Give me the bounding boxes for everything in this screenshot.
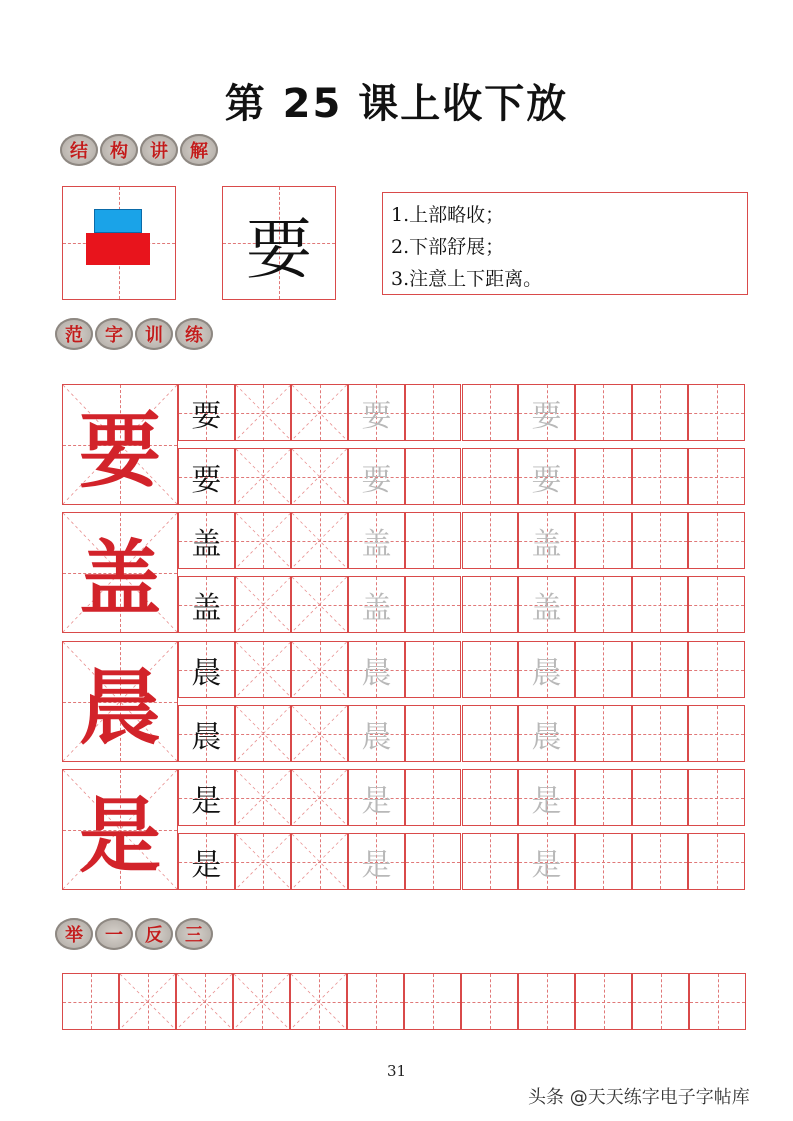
extend-cell bbox=[632, 973, 689, 1030]
practice-char: 是 bbox=[191, 783, 222, 819]
practice-cell bbox=[518, 641, 575, 698]
practice-cell bbox=[348, 448, 405, 505]
practice-char: 是 bbox=[191, 847, 222, 883]
practice-cell bbox=[405, 448, 462, 505]
practice-cell bbox=[178, 384, 235, 441]
practice-char: 晨 bbox=[361, 719, 392, 755]
extend-cell bbox=[404, 973, 461, 1030]
practice-char: 晨 bbox=[531, 655, 562, 691]
practice-cell bbox=[575, 641, 632, 698]
practice-cell bbox=[235, 769, 292, 826]
practice-cell bbox=[291, 384, 348, 441]
practice-char: 要 bbox=[531, 398, 562, 434]
practice-cell bbox=[688, 512, 745, 569]
practice-cell bbox=[178, 833, 235, 890]
practice-cell bbox=[405, 576, 462, 633]
practice-cell bbox=[688, 576, 745, 633]
practice-cell bbox=[518, 769, 575, 826]
practice-cell bbox=[235, 384, 292, 441]
practice-cell bbox=[405, 769, 462, 826]
practice-char: 要 bbox=[191, 462, 222, 498]
model-char: 要 bbox=[78, 403, 161, 499]
example-char-cell bbox=[222, 186, 336, 300]
example-char: 要 bbox=[246, 210, 312, 288]
practice-char: 要 bbox=[361, 398, 392, 434]
extend-cell bbox=[290, 973, 347, 1030]
practice-char: 晨 bbox=[361, 655, 392, 691]
practice-cell bbox=[632, 384, 689, 441]
practice-cell bbox=[575, 833, 632, 890]
practice-cell bbox=[348, 705, 405, 762]
extend-cell bbox=[518, 973, 575, 1030]
practice-cell bbox=[575, 576, 632, 633]
practice-cell bbox=[518, 576, 575, 633]
practice-cell bbox=[518, 448, 575, 505]
extend-cell bbox=[233, 973, 290, 1030]
practice-cell bbox=[291, 641, 348, 698]
practice-cell bbox=[405, 705, 462, 762]
page-number: 31 bbox=[386, 1062, 407, 1080]
practice-cell bbox=[462, 576, 519, 633]
practice-cell bbox=[632, 641, 689, 698]
section-practice-badge bbox=[55, 318, 213, 350]
practice-cell bbox=[405, 641, 462, 698]
practice-cell bbox=[462, 769, 519, 826]
badge-char: 一 bbox=[95, 918, 133, 950]
badge-char: 结 bbox=[60, 134, 98, 166]
practice-cell bbox=[632, 705, 689, 762]
practice-cell bbox=[575, 769, 632, 826]
practice-char: 盖 bbox=[361, 590, 392, 626]
extend-cell bbox=[176, 973, 233, 1030]
practice-cell bbox=[462, 705, 519, 762]
badge-char: 解 bbox=[180, 134, 218, 166]
badge-char: 练 bbox=[175, 318, 213, 350]
practice-cell bbox=[178, 512, 235, 569]
practice-cell bbox=[235, 448, 292, 505]
practice-char: 盖 bbox=[531, 526, 562, 562]
practice-cell bbox=[291, 448, 348, 505]
practice-cell bbox=[462, 641, 519, 698]
practice-cell bbox=[688, 384, 745, 441]
practice-cell bbox=[348, 833, 405, 890]
practice-cell bbox=[632, 448, 689, 505]
model-char-cell bbox=[62, 769, 178, 890]
badge-char: 字 bbox=[95, 318, 133, 350]
practice-cell bbox=[575, 512, 632, 569]
practice-cell bbox=[462, 384, 519, 441]
practice-cell bbox=[348, 512, 405, 569]
practice-cell bbox=[348, 641, 405, 698]
practice-cell bbox=[405, 384, 462, 441]
practice-char: 晨 bbox=[531, 719, 562, 755]
practice-cell bbox=[291, 769, 348, 826]
practice-cell bbox=[632, 512, 689, 569]
tip-line: 2.下部舒展； bbox=[391, 236, 505, 258]
badge-char: 反 bbox=[135, 918, 173, 950]
model-char: 是 bbox=[78, 788, 161, 884]
badge-char: 举 bbox=[55, 918, 93, 950]
watermark: 头条 @天天练字电子字帖库 bbox=[528, 1087, 750, 1108]
practice-char: 是 bbox=[531, 847, 562, 883]
badge-char: 范 bbox=[55, 318, 93, 350]
badge-char: 讲 bbox=[140, 134, 178, 166]
practice-cell bbox=[462, 512, 519, 569]
extend-cell bbox=[689, 973, 746, 1030]
practice-cell bbox=[462, 448, 519, 505]
practice-cell bbox=[405, 512, 462, 569]
practice-cell bbox=[688, 448, 745, 505]
practice-char: 晨 bbox=[191, 655, 222, 691]
practice-char: 是 bbox=[361, 847, 392, 883]
practice-cell bbox=[235, 576, 292, 633]
practice-cell bbox=[235, 705, 292, 762]
practice-char: 要 bbox=[531, 462, 562, 498]
practice-char: 盖 bbox=[531, 590, 562, 626]
practice-char: 要 bbox=[191, 398, 222, 434]
practice-cell bbox=[178, 641, 235, 698]
practice-cell bbox=[348, 384, 405, 441]
practice-char: 是 bbox=[361, 783, 392, 819]
practice-cell bbox=[178, 769, 235, 826]
practice-char: 是 bbox=[531, 783, 562, 819]
practice-cell bbox=[632, 576, 689, 633]
practice-cell bbox=[632, 769, 689, 826]
practice-cell bbox=[291, 576, 348, 633]
practice-char: 晨 bbox=[191, 719, 222, 755]
tip-line: 3.注意上下距离。 bbox=[391, 268, 543, 290]
badge-char: 训 bbox=[135, 318, 173, 350]
model-char-cell bbox=[62, 384, 178, 505]
structure-diagram-cell bbox=[62, 186, 176, 300]
practice-cell bbox=[291, 705, 348, 762]
practice-cell bbox=[235, 512, 292, 569]
practice-cell bbox=[462, 833, 519, 890]
practice-cell bbox=[178, 448, 235, 505]
practice-cell bbox=[405, 833, 462, 890]
practice-cell bbox=[178, 576, 235, 633]
practice-cell bbox=[291, 833, 348, 890]
page-title: 第 25 课上收下放 bbox=[224, 81, 569, 127]
badge-char: 三 bbox=[175, 918, 213, 950]
practice-cell bbox=[235, 641, 292, 698]
top-part-block bbox=[94, 209, 142, 233]
practice-char: 盖 bbox=[191, 590, 222, 626]
practice-cell bbox=[688, 641, 745, 698]
practice-char: 盖 bbox=[361, 526, 392, 562]
model-char: 盖 bbox=[78, 531, 161, 627]
extend-cell bbox=[461, 973, 518, 1030]
practice-char: 盖 bbox=[191, 526, 222, 562]
practice-cell bbox=[291, 512, 348, 569]
practice-cell bbox=[575, 384, 632, 441]
practice-cell bbox=[518, 705, 575, 762]
practice-cell bbox=[688, 769, 745, 826]
practice-cell bbox=[575, 448, 632, 505]
practice-cell bbox=[688, 833, 745, 890]
tips-box bbox=[382, 192, 748, 295]
model-char-cell bbox=[62, 512, 178, 633]
practice-char: 要 bbox=[361, 462, 392, 498]
extend-cell bbox=[347, 973, 404, 1030]
practice-cell bbox=[235, 833, 292, 890]
model-char-cell bbox=[62, 641, 178, 762]
extend-cell bbox=[575, 973, 632, 1030]
model-char: 晨 bbox=[78, 660, 161, 756]
extend-cell bbox=[62, 973, 119, 1030]
extend-cell bbox=[119, 973, 176, 1030]
tip-line: 1.上部略收； bbox=[391, 204, 505, 226]
practice-cell bbox=[518, 512, 575, 569]
practice-cell bbox=[518, 833, 575, 890]
practice-cell bbox=[518, 384, 575, 441]
practice-cell bbox=[178, 705, 235, 762]
practice-cell bbox=[348, 769, 405, 826]
practice-cell bbox=[348, 576, 405, 633]
section-extend-badge bbox=[55, 918, 213, 950]
practice-cell bbox=[688, 705, 745, 762]
section-structure-badge bbox=[60, 134, 218, 166]
badge-char: 构 bbox=[100, 134, 138, 166]
practice-cell bbox=[575, 705, 632, 762]
bottom-part-block bbox=[86, 233, 150, 265]
practice-cell bbox=[632, 833, 689, 890]
